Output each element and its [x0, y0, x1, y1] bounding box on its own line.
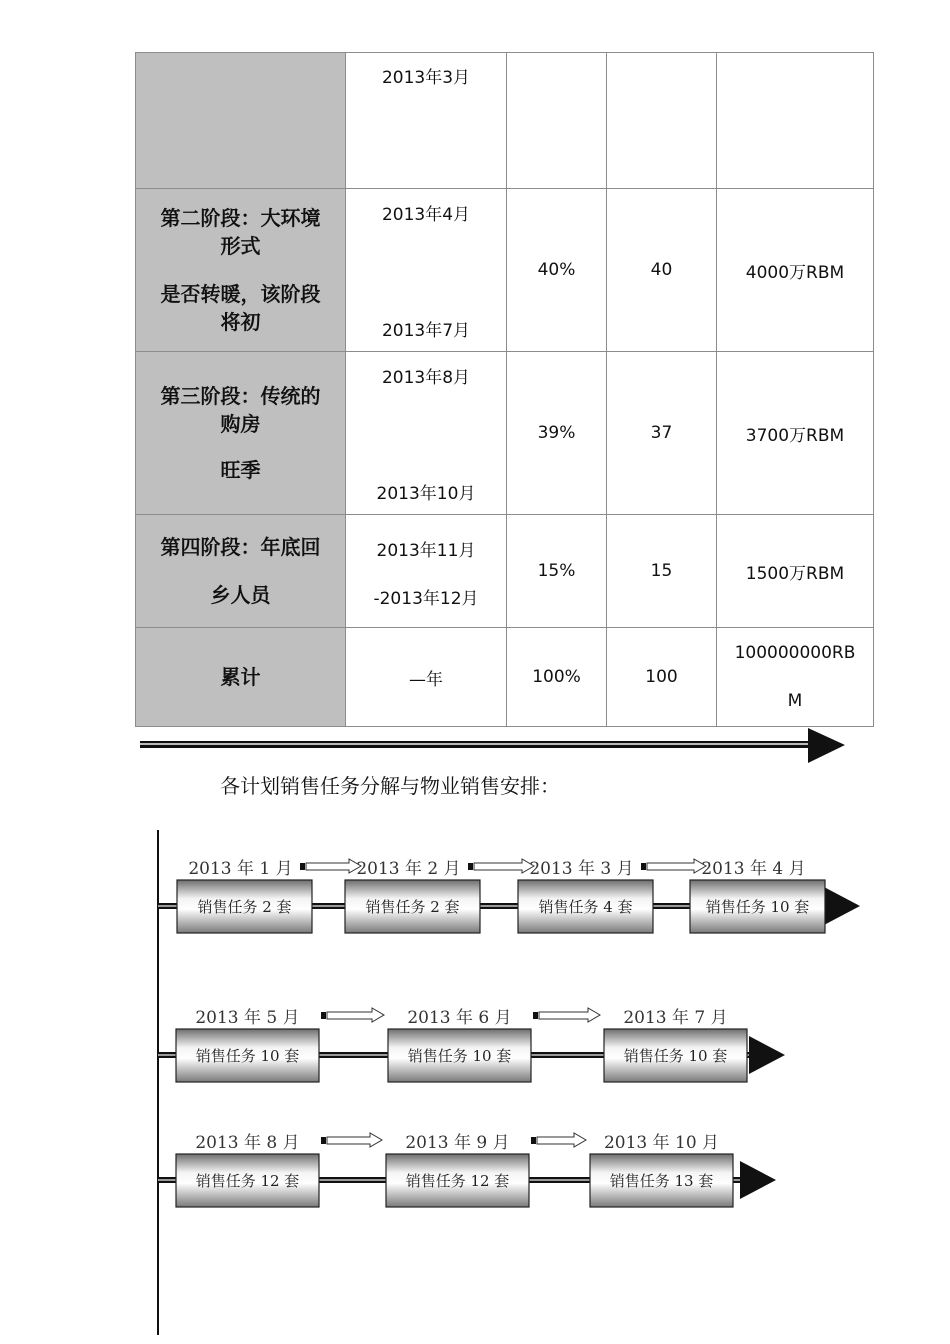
date-cell — [346, 352, 507, 515]
task-label: 销售任务 10 套 — [407, 1047, 512, 1065]
stage-name-line: 第四阶段：年底回 — [160, 535, 321, 559]
connector-tail — [321, 1137, 326, 1144]
stage-name-line: 第二阶段：大环境 — [160, 206, 321, 230]
stage-name-line: 第三阶段：传统的 — [160, 384, 321, 408]
section-caption: 各计划销售任务分解与物业销售安排： — [220, 774, 560, 798]
task-label: 销售任务 2 套 — [197, 898, 292, 916]
amount-cell: 3700万RBM — [717, 352, 874, 515]
timeline-rows — [158, 858, 860, 1207]
connector-arrow — [327, 1008, 384, 1022]
long-arrow — [140, 728, 850, 764]
stage-name-line: 旺季 — [220, 458, 261, 482]
timeline-arrow-head — [824, 887, 860, 925]
task-label: 销售任务 10 套 — [195, 1047, 300, 1065]
count-cell: 40 — [607, 189, 717, 352]
timeline-row — [158, 1132, 776, 1207]
arrow-head — [808, 728, 845, 763]
connector-tail — [321, 1012, 326, 1019]
task-label: 销售任务 4 套 — [538, 898, 633, 916]
connector-arrow — [537, 1133, 586, 1147]
month-label: 2013 年 2 月 — [356, 859, 461, 879]
month-label: 2013 年 9 月 — [405, 1133, 510, 1153]
month-label: 2013 年 10 月 — [603, 1133, 720, 1153]
stage-name-line: 形式 — [220, 234, 261, 258]
month-label: 2013 年 4 月 — [701, 859, 806, 879]
month-label: 2013 年 7 月 — [623, 1008, 728, 1028]
connector-arrow — [306, 859, 361, 873]
table-row — [136, 628, 874, 727]
date-end: 2013年7月 — [381, 320, 471, 341]
date-start: 2013年4月 — [381, 204, 471, 225]
amount-cell: 1500万RBM — [717, 515, 874, 628]
connector-arrow — [539, 1008, 600, 1022]
month-label: 2013 年 1 月 — [188, 859, 293, 879]
task-label: 销售任务 12 套 — [405, 1172, 510, 1190]
month-label: 2013 年 3 月 — [529, 859, 634, 879]
timeline-arrow-head — [740, 1161, 776, 1199]
date-cell — [346, 189, 507, 352]
month-label: 2013 年 8 月 — [195, 1133, 300, 1153]
connector-tail — [533, 1012, 538, 1019]
date-cell — [346, 53, 507, 189]
amount-cell: 4000万RBM — [717, 189, 874, 352]
table-row — [136, 53, 874, 189]
percent-cell — [507, 53, 607, 189]
stage-cell — [136, 628, 346, 727]
percent-cell: 40% — [507, 189, 607, 352]
amount-cell — [717, 53, 874, 189]
sales-timeline-diagram — [0, 820, 950, 1340]
date-start: 2013年3月 — [381, 68, 471, 88]
connector-tail — [531, 1137, 536, 1144]
timeline-row — [158, 858, 860, 933]
arrow-shaft-highlight — [140, 743, 812, 745]
connector-arrow — [647, 859, 706, 873]
stage-name-line: 将初 — [220, 310, 261, 334]
stage-name-line: 乡人员 — [210, 583, 271, 607]
stage-cell — [136, 352, 346, 515]
date-start: 2013年11月 — [376, 540, 476, 561]
percent-cell: 15% — [507, 515, 607, 628]
task-label: 销售任务 10 套 — [705, 898, 810, 916]
date-end: -2013年12月 — [373, 588, 479, 609]
date-start: 2013年8月 — [381, 367, 471, 388]
timeline-arrow-head — [749, 1036, 785, 1074]
stage-name-line: 是否转暖，该阶段 — [160, 282, 321, 306]
task-label: 销售任务 10 套 — [623, 1047, 728, 1065]
connector-tail — [468, 863, 473, 870]
count-cell: 100 — [607, 628, 717, 727]
connector-tail — [641, 863, 646, 870]
stage-cell — [136, 515, 346, 628]
timeline-row — [158, 1007, 785, 1082]
month-label: 2013 年 6 月 — [407, 1008, 512, 1028]
date-end: 2013年10月 — [376, 483, 476, 504]
amount-line: M — [787, 691, 803, 711]
task-label: 销售任务 2 套 — [365, 898, 460, 916]
count-cell: 37 — [607, 352, 717, 515]
table-row — [136, 189, 874, 352]
sales-plan-table — [135, 52, 874, 727]
table-row — [136, 515, 874, 628]
connector-tail — [300, 863, 305, 870]
percent-cell: 100% — [507, 628, 607, 727]
task-label: 销售任务 13 套 — [609, 1172, 714, 1190]
connector-arrow — [474, 859, 534, 873]
stage-name-line: 购房 — [220, 412, 261, 436]
amount-line: 100000000RB — [734, 643, 856, 663]
count-cell — [607, 53, 717, 189]
count-cell: 15 — [607, 515, 717, 628]
percent-cell: 39% — [507, 352, 607, 515]
stage-cell — [136, 189, 346, 352]
amount-cell — [717, 628, 874, 727]
date-cell — [346, 515, 507, 628]
connector-arrow — [327, 1133, 382, 1147]
month-label: 2013 年 5 月 — [195, 1008, 300, 1028]
stage-cell — [136, 53, 346, 189]
stage-name-line: 累计 — [220, 665, 261, 689]
task-label: 销售任务 12 套 — [195, 1172, 300, 1190]
date-cell: —年 — [346, 628, 507, 727]
table-row — [136, 352, 874, 515]
